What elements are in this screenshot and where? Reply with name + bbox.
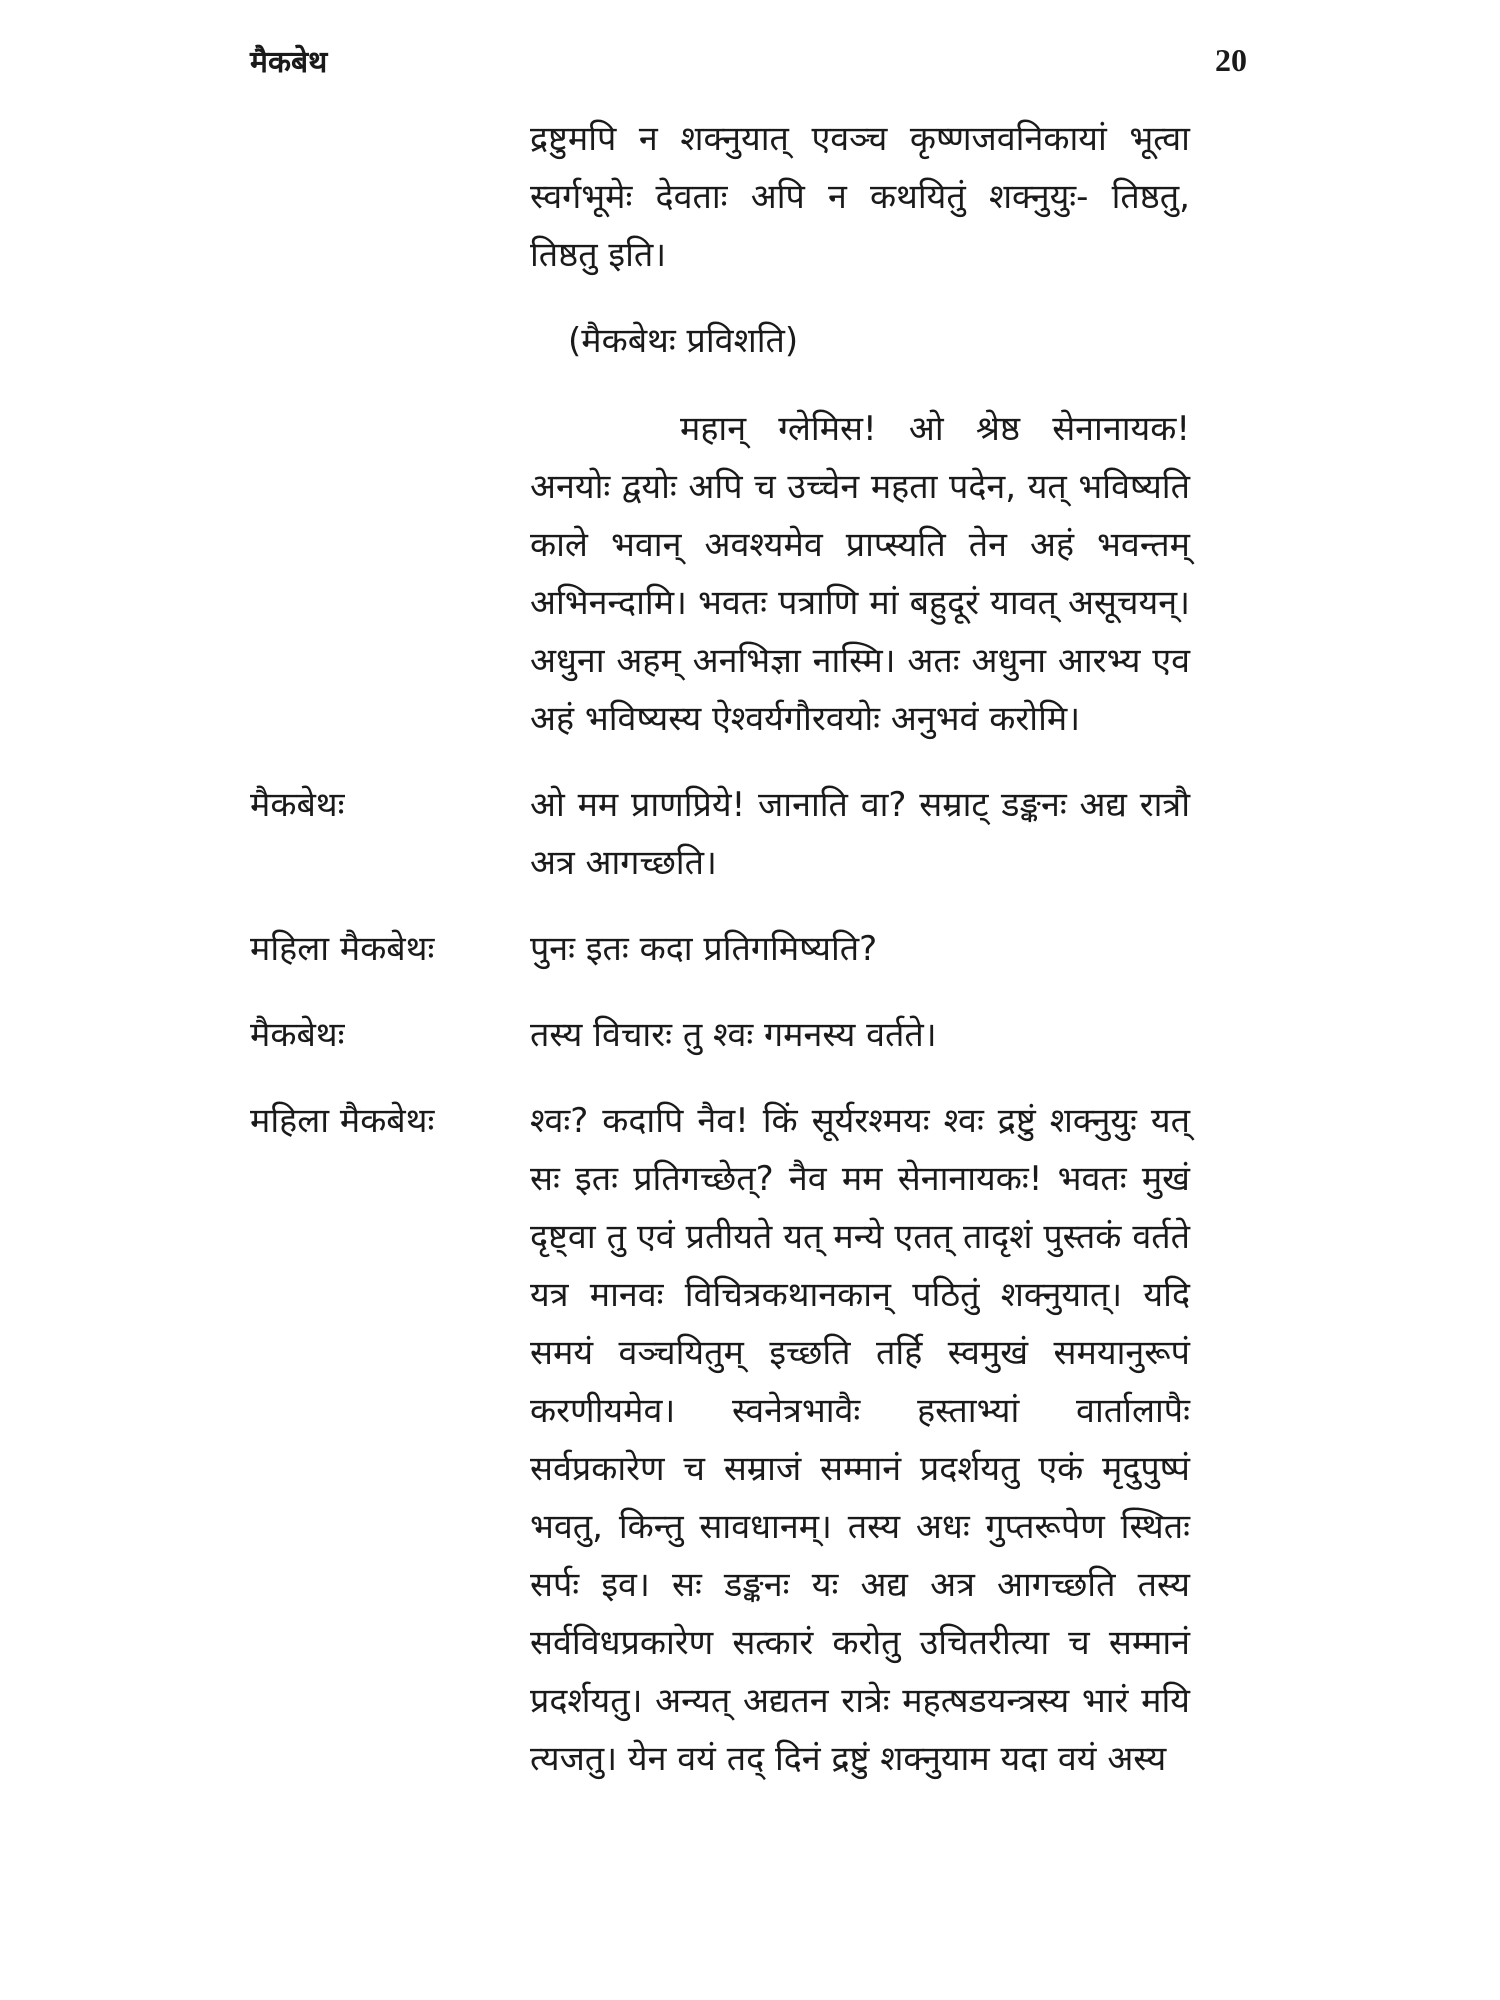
dialogue-entry [250, 1092, 1260, 1788]
dialogue-entry [250, 776, 1260, 892]
dialogue-entry [250, 1006, 1260, 1064]
dialogue-entry [250, 920, 1260, 978]
stage-direction: (मैकबेथः प्रविशति) [568, 321, 799, 361]
page-body [250, 110, 1260, 1816]
opening-speech: द्रष्टुमपि न शक्नुयात् एवञ्च कृष्णजवनिकायां भूत्वा स्वर्गभूमेः देवताः अपि न कथयितुं शक्नुयुः- तिष्ठतु, तिष्ठतु इति। [530, 119, 1190, 275]
speaker-name: महिला मैकबेथः [250, 1101, 435, 1141]
speech-text: तस्य विचारः तु श्वः गमनस्य वर्तते। [530, 1015, 937, 1055]
book-title: मैकबेथ [250, 45, 328, 80]
greeting-speech: महान् ग्लेमिस! ओ श्रेष्ठ सेनानायक! अनयोः द्वयोः अपि च उच्चेन महता पदेन, यत् भविष्यति काले भवान् अवश्यमेव प्राप्स्यति तेन अहं भवन्तम् अभिनन्दामि। भवतः पत्राणि मां बहुदूरं यावत् असूचयन्। अधुना अहम् अनभिज्ञा नास्मि। अतः अधुना आरभ्य एव अहं भविष्यस्य ऐश्वर्यगौरवयोः अनुभवं करोमि। [530, 409, 1190, 739]
speech-text: ओ मम प्राणप्रिये! जानाति वा? सम्राट् डङ्कनः अद्य रात्रौ अत्र आगच्छति। [530, 785, 1190, 883]
speech-text: पुनः इतः कदा प्रतिगमिष्यति? [530, 929, 878, 969]
speaker-name: मैकबेथः [250, 785, 345, 825]
speech-text: श्वः? कदापि नैव! किं सूर्यरश्मयः श्वः द्रष्टुं शक्नुयुः यत् सः इतः प्रतिगच्छेत्? नैव मम सेनानायकः! भवतः मुखं दृष्ट्वा तु एवं प्रतीयते यत् मन्ये एतत् तादृशं पुस्तकं वर्तते यत्र मानवः विचित्रकथानकान् पठितुं शक्नुयात्। यदि समयं वञ्चयितुम् इच्छति तर्हि स्वमुखं समयानुरूपं करणीयमेव। स्वनेत्रभावैः हस्ताभ्यां वार्तालापैः सर्वप्रकारेण च सम्राजं सम्मानं प्रदर्शयतु एकं मृदुपुष्पं भवतु, किन्तु सावधानम्। तस्य अधः गुप्तरूपेण स्थितः सर्पः इव। सः डङ्कनः यः अद्य अत्र आगच्छति तस्य सर्वविधप्रकारेण सत्कारं करोतु उचितरीत्या च सम्मानं प्रदर्शयतु। अन्यत् अद्यतन रात्रेः महत्षडयन्त्रस्य भारं मयि त्यजतु। येन वयं तद् दिनं द्रष्टुं शक्नुयाम यदा वयं अस्य [530, 1101, 1190, 1779]
page-number: 20 [1215, 42, 1247, 78]
speaker-name: महिला मैकबेथः [250, 929, 435, 969]
speaker-name: मैकबेथः [250, 1015, 345, 1055]
